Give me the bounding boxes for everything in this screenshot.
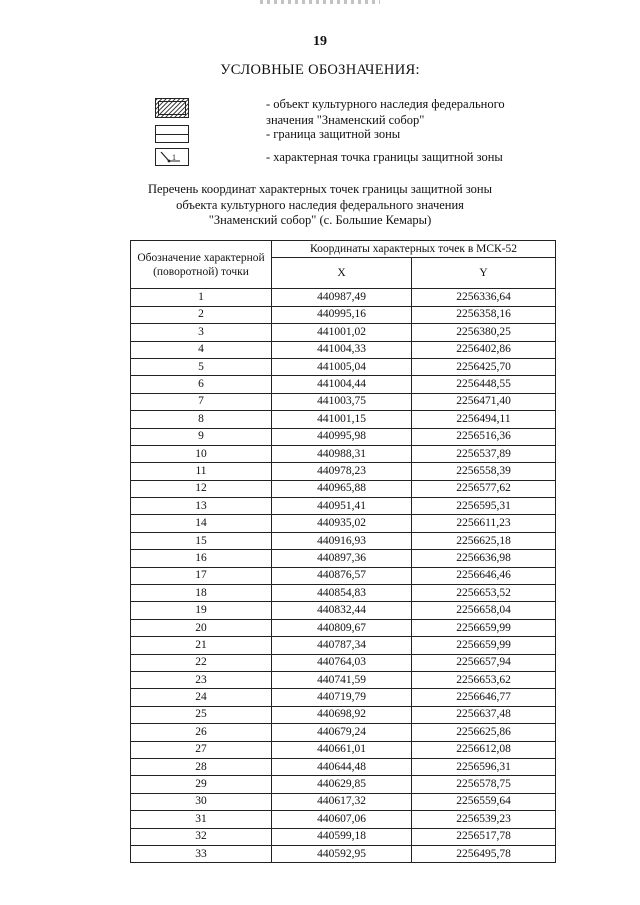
- cell-x: 440617,32: [272, 793, 412, 810]
- cell-x: 440995,98: [272, 428, 412, 445]
- table-row: [131, 637, 556, 654]
- table-row: [131, 619, 556, 636]
- cell-y: 2256448,55: [412, 376, 556, 393]
- table-row: [131, 845, 556, 862]
- cell-y: 2256658,04: [412, 602, 556, 619]
- table-row: [131, 585, 556, 602]
- cell-x: 440787,34: [272, 637, 412, 654]
- header-point-designation: Обозначение характерной (поворотной) точки: [131, 241, 272, 289]
- table-row: [131, 341, 556, 358]
- cell-point-number: 22: [131, 654, 272, 671]
- cell-point-number: 4: [131, 341, 272, 358]
- legend-item-text: - характерная точка границы защитной зоны: [266, 150, 503, 164]
- table-row: [131, 532, 556, 549]
- table-row: [131, 706, 556, 723]
- cell-x: 440698,92: [272, 706, 412, 723]
- cell-y: 2256539,23: [412, 811, 556, 828]
- cell-point-number: 12: [131, 480, 272, 497]
- cell-x: 440607,06: [272, 811, 412, 828]
- cell-y: 2256471,40: [412, 393, 556, 410]
- cell-point-number: 21: [131, 637, 272, 654]
- cell-y: 2256578,75: [412, 776, 556, 793]
- table-row: [131, 550, 556, 567]
- cell-point-number: 19: [131, 602, 272, 619]
- legend-item-text-cont: значения "Знаменский собор": [266, 113, 425, 127]
- cell-y: 2256494,11: [412, 411, 556, 428]
- cell-x: 441003,75: [272, 393, 412, 410]
- cell-x: 440599,18: [272, 828, 412, 845]
- table-row: [131, 602, 556, 619]
- cell-point-number: 28: [131, 758, 272, 775]
- cell-y: 2256495,78: [412, 845, 556, 862]
- cell-y: 2256657,94: [412, 654, 556, 671]
- list-title-line: Перечень координат характерных точек границы защитной зоны: [147, 182, 493, 196]
- page-number: 19: [313, 34, 327, 49]
- table-row: [131, 428, 556, 445]
- cell-y: 2256577,62: [412, 480, 556, 497]
- cell-x: 440592,95: [272, 845, 412, 862]
- header-y: Y: [412, 258, 556, 289]
- cell-y: 2256646,77: [412, 689, 556, 706]
- cell-point-number: 9: [131, 428, 272, 445]
- cell-x: 440629,85: [272, 776, 412, 793]
- cell-y: 2256596,31: [412, 758, 556, 775]
- list-title-line: объекта культурного наследия федерального значения: [176, 197, 464, 212]
- cell-x: 440935,02: [272, 515, 412, 532]
- cell-point-number: 31: [131, 811, 272, 828]
- cell-x: 440978,23: [272, 463, 412, 480]
- cell-point-number: 30: [131, 793, 272, 810]
- cell-x: 440876,57: [272, 567, 412, 584]
- cell-y: 2256537,89: [412, 445, 556, 462]
- table-row: [131, 306, 556, 323]
- legend-item-text: - объект культурного наследия федерального: [266, 97, 505, 111]
- cell-y: 2256336,64: [412, 289, 556, 306]
- cell-y: 2256659,99: [412, 637, 556, 654]
- list-title-line: "Знаменский собор" (с. Большие Кемары): [208, 213, 432, 227]
- cell-point-number: 26: [131, 724, 272, 741]
- cell-x: 441001,15: [272, 411, 412, 428]
- cell-x: 440832,44: [272, 602, 412, 619]
- cell-y: 2256659,99: [412, 619, 556, 636]
- table-row: [131, 376, 556, 393]
- cell-y: 2256637,48: [412, 706, 556, 723]
- cell-y: 2256611,23: [412, 515, 556, 532]
- cell-point-number: 1: [131, 289, 272, 306]
- cell-point-number: 24: [131, 689, 272, 706]
- cell-point-number: 14: [131, 515, 272, 532]
- coordinates-table-body: [131, 289, 556, 863]
- cell-y: 2256380,25: [412, 324, 556, 341]
- cell-x: 441004,44: [272, 376, 412, 393]
- cell-x: 440679,24: [272, 724, 412, 741]
- cell-y: 2256653,62: [412, 671, 556, 688]
- cell-x: 440854,83: [272, 585, 412, 602]
- cell-point-number: 29: [131, 776, 272, 793]
- cell-point-number: 18: [131, 585, 272, 602]
- cell-point-number: 17: [131, 567, 272, 584]
- table-row: [131, 724, 556, 741]
- cell-x: 440741,59: [272, 671, 412, 688]
- table-row: [131, 758, 556, 775]
- cell-x: 440644,48: [272, 758, 412, 775]
- cell-y: 2256636,98: [412, 550, 556, 567]
- cell-y: 2256425,70: [412, 358, 556, 375]
- table-row: [131, 498, 556, 515]
- cell-x: 440764,03: [272, 654, 412, 671]
- cell-point-number: 7: [131, 393, 272, 410]
- table-row: [131, 358, 556, 375]
- header-coordinates: Координаты характерных точек в МСК-52: [272, 241, 556, 258]
- cell-y: 2256516,36: [412, 428, 556, 445]
- table-row: [131, 741, 556, 758]
- cell-x: 440995,16: [272, 306, 412, 323]
- cell-point-number: 15: [131, 532, 272, 549]
- cell-x: 440661,01: [272, 741, 412, 758]
- cell-x: 440809,67: [272, 619, 412, 636]
- legend-item-text: - граница защитной зоны: [266, 127, 401, 141]
- cell-point-number: 13: [131, 498, 272, 515]
- table-row: [131, 689, 556, 706]
- cell-y: 2256558,39: [412, 463, 556, 480]
- cell-point-number: 8: [131, 411, 272, 428]
- table-row: [131, 828, 556, 845]
- point-marker-icon: [155, 148, 189, 166]
- cell-y: 2256646,46: [412, 567, 556, 584]
- cell-point-number: 2: [131, 306, 272, 323]
- cell-point-number: 25: [131, 706, 272, 723]
- cell-point-number: 10: [131, 445, 272, 462]
- cell-x: 441005,04: [272, 358, 412, 375]
- table-row: [131, 445, 556, 462]
- table-row: [131, 411, 556, 428]
- boundary-rectangle-icon: [155, 125, 189, 143]
- cell-point-number: 33: [131, 845, 272, 862]
- table-row: [131, 654, 556, 671]
- table-row: [131, 811, 556, 828]
- point-marker-label: 1: [172, 153, 176, 162]
- cell-point-number: 20: [131, 619, 272, 636]
- cell-point-number: 5: [131, 358, 272, 375]
- cell-y: 2256517,78: [412, 828, 556, 845]
- cell-x: 441001,02: [272, 324, 412, 341]
- cell-point-number: 16: [131, 550, 272, 567]
- cell-point-number: 11: [131, 463, 272, 480]
- cell-y: 2256625,86: [412, 724, 556, 741]
- cell-point-number: 3: [131, 324, 272, 341]
- cell-y: 2256595,31: [412, 498, 556, 515]
- cell-point-number: 27: [131, 741, 272, 758]
- cell-x: 440988,31: [272, 445, 412, 462]
- cell-point-number: 6: [131, 376, 272, 393]
- table-row: [131, 289, 556, 306]
- cell-y: 2256358,16: [412, 306, 556, 323]
- cell-x: 440897,36: [272, 550, 412, 567]
- cell-point-number: 32: [131, 828, 272, 845]
- table-row: [131, 393, 556, 410]
- table-row: [131, 567, 556, 584]
- table-row: [131, 671, 556, 688]
- table-row: [131, 776, 556, 793]
- scan-artifact: [260, 0, 380, 4]
- header-x: X: [272, 258, 412, 289]
- cell-y: 2256559,64: [412, 793, 556, 810]
- table-row: [131, 515, 556, 532]
- cell-y: 2256625,18: [412, 532, 556, 549]
- cell-y: 2256653,52: [412, 585, 556, 602]
- coordinates-table: [130, 240, 556, 863]
- cell-y: 2256402,86: [412, 341, 556, 358]
- cell-x: 440965,88: [272, 480, 412, 497]
- table-row: [131, 793, 556, 810]
- cell-x: 440916,93: [272, 532, 412, 549]
- cell-point-number: 23: [131, 671, 272, 688]
- cell-x: 440719,79: [272, 689, 412, 706]
- table-row: [131, 480, 556, 497]
- cell-x: 441004,33: [272, 341, 412, 358]
- table-row: [131, 463, 556, 480]
- cell-y: 2256612,08: [412, 741, 556, 758]
- table-row: [131, 324, 556, 341]
- coordinates-list-title: [0, 182, 640, 229]
- cell-x: 440951,41: [272, 498, 412, 515]
- legend-heading: УСЛОВНЫЕ ОБОЗНАЧЕНИЯ:: [220, 62, 420, 78]
- hatched-rectangle-icon: [155, 98, 189, 118]
- cell-x: 440987,49: [272, 289, 412, 306]
